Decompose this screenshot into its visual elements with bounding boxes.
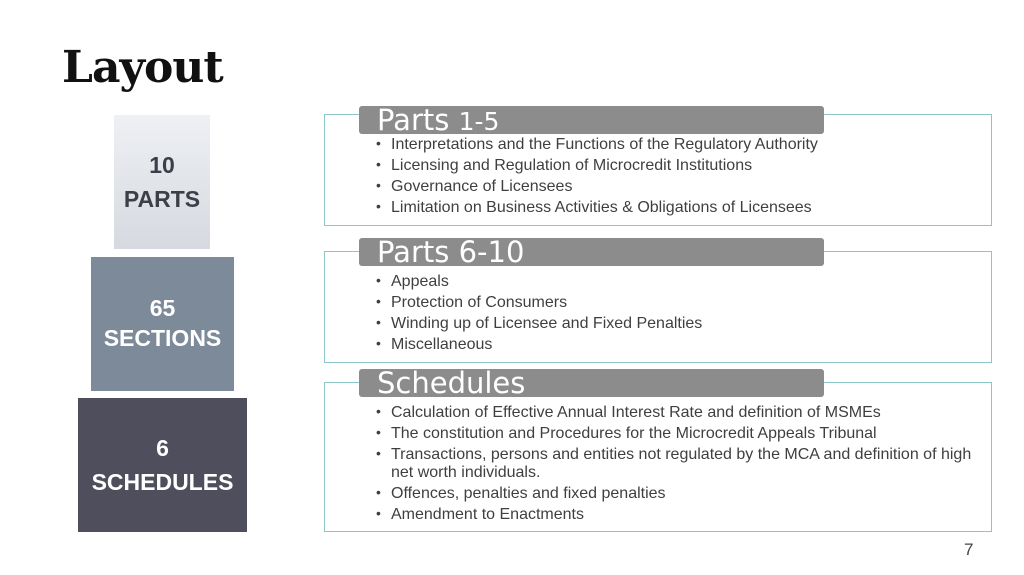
bullet-icon: • <box>376 177 381 193</box>
bullet-icon: • <box>376 314 381 330</box>
list-item: • Amendment to Enactments <box>376 505 584 523</box>
schedules-label: SCHEDULES <box>91 469 234 495</box>
bullet-icon: • <box>376 403 381 419</box>
schedules-header: Schedules <box>359 369 824 397</box>
parts-1-5-header-suffix: 1-5 <box>458 107 500 136</box>
list-item: • Transactions, persons and entities not regulated by the MCA and definition of high net worth individuals. <box>376 445 972 481</box>
bullet-icon: • <box>376 424 381 440</box>
bullet-icon: • <box>376 335 381 351</box>
page-number: 7 <box>964 540 974 559</box>
list-item: • Calculation of Effective Annual Interest Rate and definition of MSMEs <box>376 403 881 421</box>
sections-count: 65 <box>149 295 176 322</box>
bullet-icon: • <box>376 505 381 521</box>
bullet-icon: • <box>376 484 381 500</box>
bullet-icon: • <box>376 135 381 151</box>
slide-title: Layout <box>62 42 223 93</box>
parts-count-block <box>114 115 210 249</box>
list-item: • Winding up of Licensee and Fixed Penalties <box>376 314 703 332</box>
parts-6-10-header: Parts 6-10 <box>359 238 824 266</box>
list-item: • Interpretations and the Functions of the Regulatory Authority <box>376 135 818 153</box>
list-item: • Appeals <box>376 272 449 290</box>
schedules-count: 6 <box>156 434 169 461</box>
list-item: • The constitution and Procedures for the Microcredit Appeals Tribunal <box>376 424 877 442</box>
sections-count-block <box>91 257 234 391</box>
parts-1-5-header <box>359 103 824 137</box>
parts-label: PARTS <box>123 186 201 212</box>
bullet-icon: • <box>376 156 381 172</box>
parts-1-5-list <box>375 136 975 220</box>
parts-1-5-header-main: Parts <box>377 103 459 137</box>
schedules-list <box>375 404 975 527</box>
list-item: • Miscellaneous <box>376 335 493 353</box>
list-item: • Limitation on Business Activities & Obligations of Licensees <box>376 198 812 216</box>
schedules-count-block <box>78 398 247 532</box>
list-item: • Protection of Consumers <box>376 293 568 311</box>
list-item: • Governance of Licensees <box>376 177 573 195</box>
bullet-icon: • <box>376 293 381 309</box>
sections-label: SECTIONS <box>103 325 222 351</box>
bullet-icon: • <box>376 445 381 461</box>
parts-count: 10 <box>149 151 175 178</box>
bullet-icon: • <box>376 198 381 214</box>
list-item: • Offences, penalties and fixed penalties <box>376 484 666 502</box>
parts-6-10-list <box>375 273 975 357</box>
bullet-icon: • <box>376 272 381 288</box>
list-item: • Licensing and Regulation of Microcredit Institutions <box>376 156 753 174</box>
